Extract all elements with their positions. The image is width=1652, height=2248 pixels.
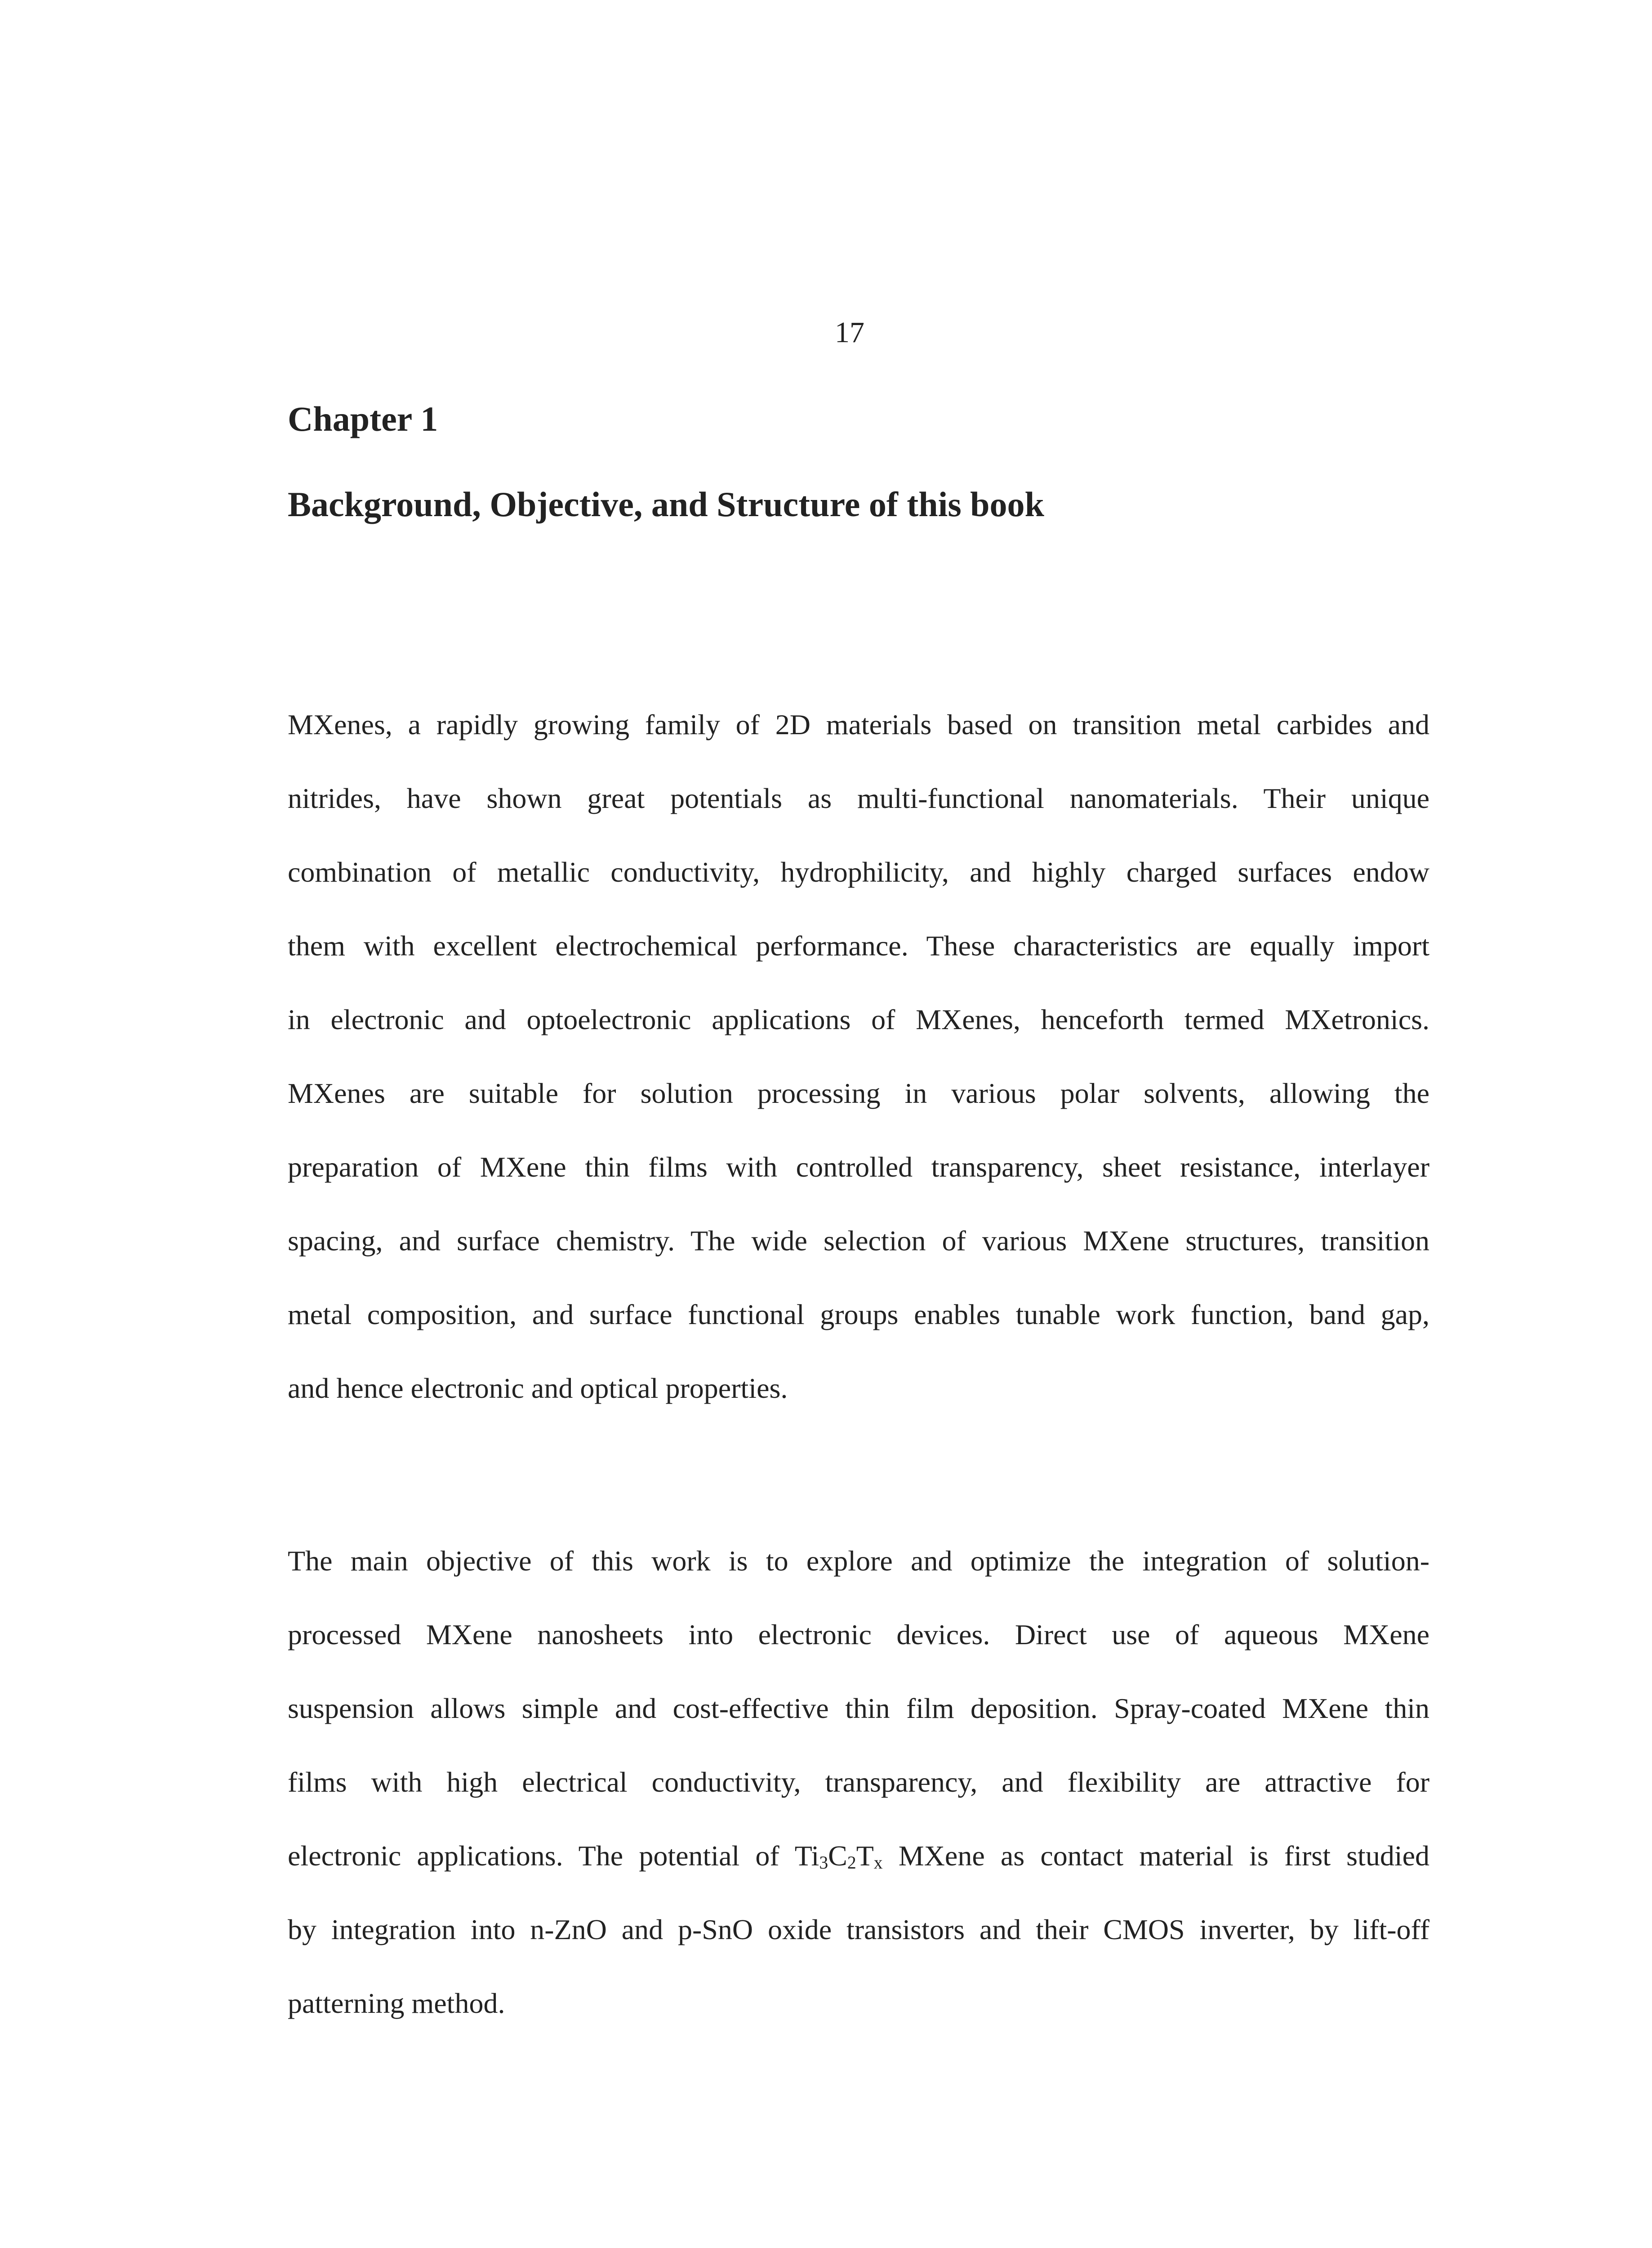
text-line: by integration into n-ZnO and p-SnO oxide transistors and their CMOS inverter, by lift-off: [288, 1913, 1429, 1945]
text-line: combination of metallic conductivity, hydrophilicity, and highly charged surfaces endow: [288, 856, 1429, 888]
text-line: MXenes, a rapidly growing family of 2D materials based on transition metal carbides and: [288, 709, 1429, 740]
text-line: MXenes are suitable for solution processing in various polar solvents, allowing the: [288, 1077, 1429, 1109]
text-line: films with high electrical conductivity, transparency, and flexibility are attractive for: [288, 1766, 1429, 1798]
text-line: nitrides, have shown great potentials as multi-functional nanomaterials. Their unique: [288, 782, 1429, 814]
text-segment: C: [828, 1840, 847, 1872]
subscript: 2: [847, 1853, 856, 1873]
text-segment: MXene as contact material is first studied: [882, 1840, 1429, 1872]
text-line: metal composition, and surface functional groups enables tunable work function, band gap,: [288, 1298, 1429, 1330]
text-line-formula: [288, 1819, 1429, 1893]
text-line: and hence electronic and optical properties.: [288, 1372, 788, 1404]
text-line: patterning method.: [288, 1987, 505, 2019]
chapter-title: Background, Objective, and Structure of this book: [288, 485, 1044, 524]
subscript: x: [873, 1853, 883, 1873]
paragraph-intro: [288, 688, 1429, 1425]
text-line: spacing, and surface chemistry. The wide selection of various MXene structures, transition: [288, 1225, 1429, 1257]
subscript: 3: [819, 1853, 828, 1873]
text-segment: electronic applications. The potential of Ti: [288, 1840, 819, 1872]
text-line: in electronic and optoelectronic applications of MXenes, henceforth termed MXetronics.: [288, 1004, 1429, 1035]
paragraph-objective: [288, 1524, 1429, 2040]
text-line: The main objective of this work is to explore and optimize the integration of solution-: [288, 1545, 1429, 1577]
text-segment: T: [856, 1840, 874, 1872]
text-line: them with excellent electrochemical performance. These characteristics are equally import: [288, 930, 1429, 962]
page-number: 17: [835, 316, 864, 349]
text-line: preparation of MXene thin films with controlled transparency, sheet resistance, interlayer: [288, 1151, 1429, 1183]
text-line: suspension allows simple and cost-effective thin film deposition. Spray-coated MXene thin: [288, 1692, 1429, 1724]
text-line: processed MXene nanosheets into electronic devices. Direct use of aqueous MXene: [288, 1619, 1429, 1650]
chapter-label: Chapter 1: [288, 399, 438, 438]
